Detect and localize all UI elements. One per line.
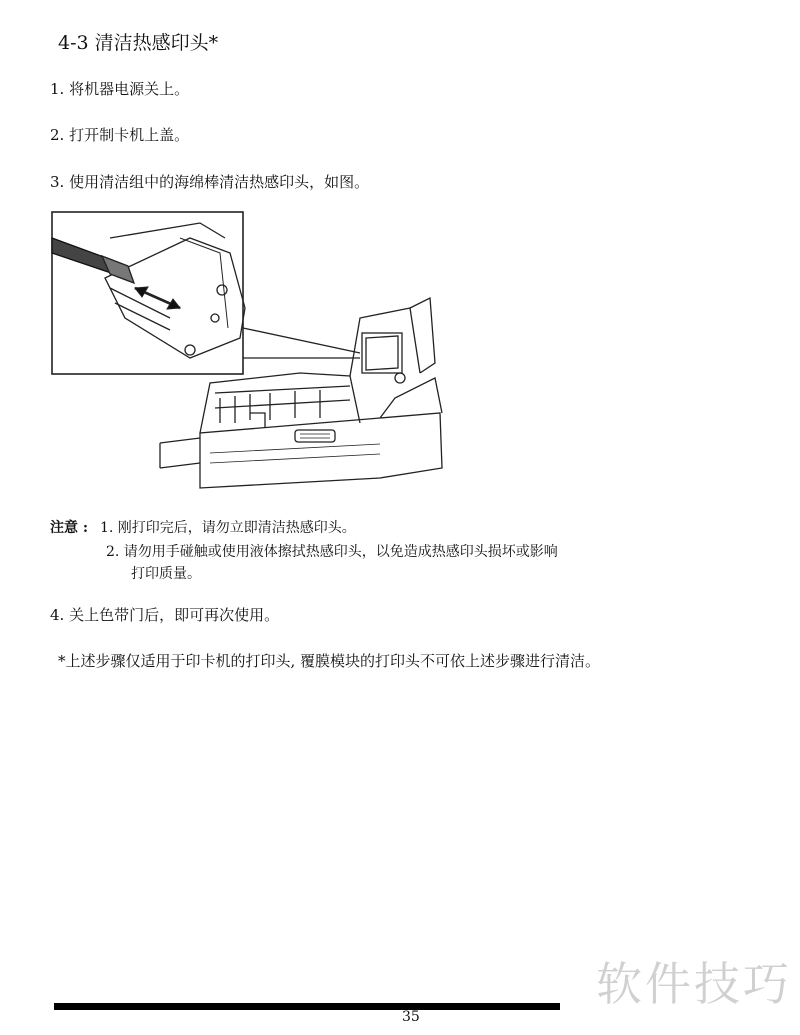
note-1: 1. 刚打印完后，请勿立即清洁热感印头。 — [100, 520, 356, 536]
notes-label: 注意 : — [50, 520, 89, 536]
note-2: 2. 请勿用手碰触或使用液体擦拭热感印头，以免造成热感印头损坏或影响 — [106, 544, 558, 560]
step-1: 1. 将机器电源关上。 — [50, 80, 190, 98]
step-4: 4. 关上色带门后，即可再次使用。 — [50, 606, 280, 624]
footer-rule — [54, 1003, 560, 1010]
watermark: 软件技巧 — [596, 957, 792, 1011]
page-number: 35 — [402, 1009, 420, 1025]
printhead-cleaning-illustration — [50, 208, 450, 490]
note-2-continued: 打印质量。 — [131, 566, 201, 582]
section-title: 4-3 清洁热感印头* — [58, 32, 219, 54]
footnote: *上述步骤仅适用于印卡机的打印头, 覆膜模块的打印头不可依上述步骤进行清洁。 — [58, 652, 601, 670]
step-2: 2. 打开制卡机上盖。 — [50, 126, 190, 144]
step-3: 3. 使用清洁组中的海绵棒清洁热感印头，如图。 — [50, 173, 370, 191]
